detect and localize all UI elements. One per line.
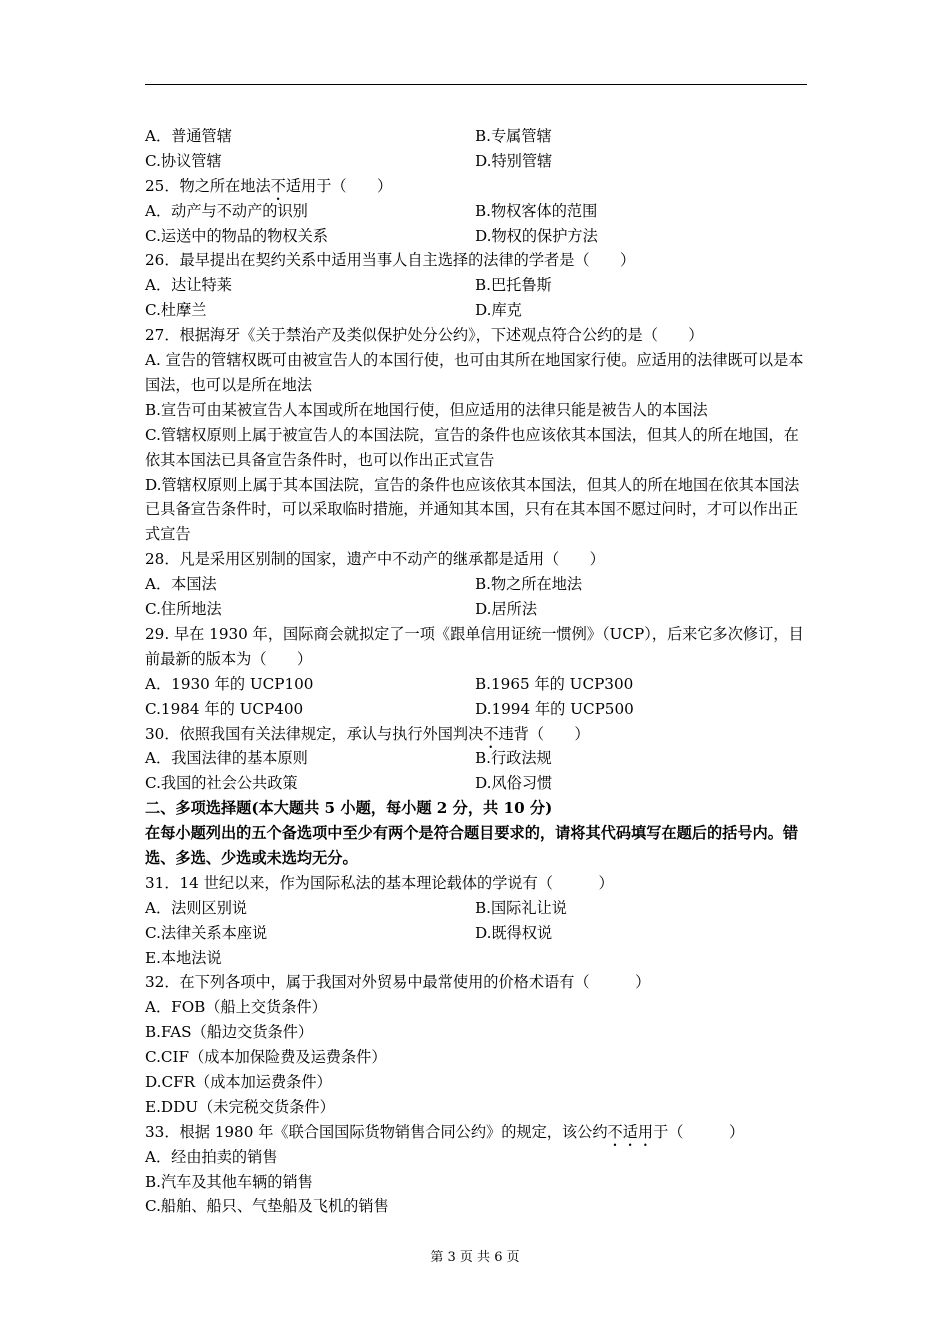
q27-option-b: B.宣告可由某被宣告人本国或所在地国行使，但应适用的法律只能是被告人的本国法 [145,400,708,419]
q27-option-c: C.管辖权原则上属于被宣告人的本国法院，宣告的条件也应该依其本国法，但其人的所在地国，在依其本国法已具备宣告条件时，也可以作出正式宣告 [145,425,799,469]
q29-option-c: C.1984 年的 UCP400 [145,699,304,718]
q27-stem: 27．根据海牙《关于禁治产及类似保护处分公约》，下述观点符合公约的是（ ） [145,326,704,345]
q33-option-a: A．经由拍卖的销售 [145,1147,278,1166]
q32-option-b: B.FAS（船边交货条件） [145,1023,314,1042]
q25-option-b: B.物权客体的范围 [475,201,598,220]
q30-options-row-2 [145,771,807,796]
q26-options-row-2 [145,298,807,323]
q25-emphasis: 不 [270,176,286,195]
q30-stem: 30．依照我国有关法律规定，承认与执行外国判决不违背（ ） [145,724,590,743]
q32-option-c: C.CIF（成本加保险费及运费条件） [145,1048,387,1067]
page-footer: 第 3 页 共 6 页 [430,1250,520,1265]
q33-option-b: B.汽车及其他车辆的销售 [145,1172,313,1191]
q28-option-d: D.居所法 [475,600,538,619]
q29-stem: 29. 早在 1930 年，国际商会就拟定了一项《跟单信用证统一惯例》（UCP），后来它多次修订，目前最新的版本为（ ） [145,624,804,668]
q26-option-d: D.库克 [475,301,522,320]
q32-option-a: A．FOB（船上交货条件） [145,998,327,1017]
q25-option-d: D.物权的保护方法 [475,226,598,245]
q31-option-b: B.国际礼让说 [475,898,567,917]
q24-option-d: D.特别管辖 [475,151,553,170]
q25-stem: 25．物之所在地法不适用于（ ） [145,176,393,195]
q24-options-row-2 [145,149,807,174]
q27-option-d: D.管辖权原则上属于其本国法院，宣告的条件也应该依其本国法，但其人的所在地国在依其本国法已具备宣告条件时，可以采取临时措施，并通知其本国，只有在其本国不愿过问时，才可以作出正式宣告 [145,475,800,544]
q30-options-row-1 [145,746,807,771]
q26-stem: 26．最早提出在契约关系中适用当事人自主选择的法律的学者是（ ） [145,251,636,270]
q30-option-a: A．我国法律的基本原则 [145,749,308,768]
q31-option-a: A．法则区别说 [145,898,248,917]
section2-title: 二、多项选择题(本大题共 5 小题，每小题 2 分，共 10 分) [145,799,553,818]
q28-option-b: B.物之所在地法 [475,575,583,594]
q32-option-e: E.DDU（未完税交货条件） [145,1097,335,1116]
header-rule [145,84,807,85]
q32-stem: 32．在下列各项中，属于我国对外贸易中最常使用的价格术语有（ ） [145,973,651,992]
q32-option-d: D.CFR（成本加运费条件） [145,1073,332,1092]
q25-option-a: A．动产与不动产的识别 [145,201,308,220]
q31-options-row-1 [145,896,807,921]
q28-options-row-2 [145,597,807,622]
q25-options-row-1 [145,199,807,224]
q31-option-c: C.法律关系本座说 [145,923,268,942]
q30-emphasis: 不 [483,724,499,743]
q26-option-c: C.杜摩兰 [145,301,207,320]
q30-option-b: B.行政法规 [475,749,552,768]
q26-options-row-1 [145,273,807,298]
q29-options-row-1 [145,672,807,697]
q29-option-a: A．1930 年的 UCP100 [145,674,314,693]
q24-option-a: A．普通管辖 [145,127,232,145]
q25-option-c: C.运送中的物品的物权关系 [145,226,328,245]
q33-option-c: C.船舶、船只、气垫船及飞机的销售 [145,1197,389,1216]
q26-option-a: A．达让特莱 [145,276,232,295]
q31-option-d: D.既得权说 [475,923,553,942]
q33-stem: 33．根据 1980 年《联合国国际货物销售合同公约》的规定，该公约不适用于（ ） [145,1122,745,1141]
q28-option-a: A．本国法 [145,575,217,594]
q27-option-a: A. 宣告的管辖权既可由被宣告人的本国行使，也可由其所在地国家行使。应适用的法律既可以是本国法，也可以是所在地法 [145,351,804,394]
q24-option-b: B.专属管辖 [475,127,552,145]
q30-option-c: C.我国的社会公共政策 [145,774,298,793]
q29-option-b: B.1965 年的 UCP300 [475,674,634,693]
q24-option-c: C.协议管辖 [145,151,222,170]
q31-stem: 31．14 世纪以来，作为国际私法的基本理论载体的学说有（ ） [145,873,614,892]
q28-stem: 28．凡是采用区别制的国家，遗产中不动产的继承都是适用（ ） [145,550,605,569]
q28-options-row-1 [145,572,807,597]
q24-options-row-1 [145,124,807,149]
q26-option-b: B.巴托鲁斯 [475,276,552,295]
q31-option-e: E.本地法说 [145,948,222,967]
q29-options-row-2 [145,697,807,722]
q29-option-d: D.1994 年的 UCP500 [475,699,634,718]
q31-options-row-2 [145,921,807,946]
q25-options-row-2 [145,224,807,249]
q33-emphasis: 不适用 [607,1122,654,1141]
section2-instructions: 在每小题列出的五个备选项中至少有两个是符合题目要求的，请将其代码填写在题后的括号内。错选、多选、少选或未选均无分。 [145,824,799,867]
q30-option-d: D.风俗习惯 [475,774,553,793]
q28-option-c: C.住所地法 [145,600,222,619]
exam-page-content [145,124,807,1219]
